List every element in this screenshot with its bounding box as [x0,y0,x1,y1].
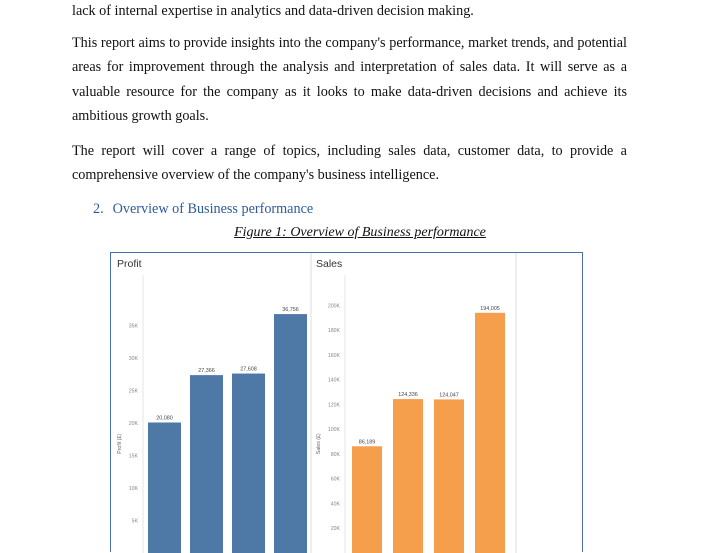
bar-value-label: 194,005 [480,305,500,312]
y-tick-label: 100K [327,427,340,434]
bar-sales-3 [434,399,464,553]
y-axis-label: Profit (£) [117,433,123,454]
text-line: ambitious growth goals. [72,107,209,124]
figure-caption: Figure 1: Overview of Business performance [234,225,486,240]
bar-profit-2 [190,375,223,553]
y-tick-label: 25K [128,388,138,395]
y-tick-label: 30K [128,356,138,362]
y-tick-label: 15K [128,453,138,460]
bar-profit-1 [148,422,181,553]
chart-title-sales: Sales [316,258,343,270]
y-tick-label: 20K [330,526,340,533]
section-heading [93,199,313,219]
section-title: Overview of Business performance [112,201,314,217]
y-tick-label: 80K [330,451,340,458]
y-tick-label: 35K [128,323,138,330]
paragraph-report-topics [72,139,627,188]
bar-value-label: 36,756 [282,307,299,314]
bar-value-label: 20,080 [156,415,173,422]
bar-value-label: 124,336 [398,392,418,399]
text-line: lack of internal expertise in analytics and data-driven decision making. [72,3,474,19]
paragraph-report-aims [72,31,627,128]
y-tick-label: 180K [327,328,340,335]
chart-title-profit: Profit [117,258,142,270]
bar-profit-3 [232,374,265,553]
text-line: valuable resource for the company as it looks to make data-driven decisions and achieve its [72,83,627,100]
bar-value-label: 86,189 [358,439,376,446]
y-tick-label: 140K [327,377,340,384]
text-line: comprehensive overview of the company's business intelligence. [72,167,439,184]
section-number: 2. [93,201,104,217]
bar-sales-2 [393,399,423,553]
bar-sales-4 [475,313,505,553]
y-tick-label: 20K [128,421,138,427]
text-line: The report will cover a range of topics, including sales data, customer data, to provide a [72,143,627,159]
bar-value-label: 27,608 [240,366,257,373]
y-tick-label: 200K [327,303,340,310]
bar-sales-1 [352,446,382,553]
paragraph-intro-end [72,0,627,23]
bar-value-label: 27,366 [198,368,215,375]
bar-charts-svg [111,253,584,553]
bar-profit-4 [274,314,307,553]
bar-value-label: 124,047 [439,392,459,399]
y-tick-label: 5K [131,518,138,525]
y-tick-label: 10K [128,486,138,492]
text-line: This report aims to provide insights into the company's performance, market trends, and potential [72,35,627,51]
text-line: areas for improvement through the analysis and interpretation of sales data. It will serve as a [72,59,627,76]
figure-chart [110,252,583,552]
y-tick-label: 160K [327,352,340,359]
y-tick-label: 60K [330,476,340,483]
y-tick-label: 40K [330,501,340,508]
y-tick-label: 120K [327,402,340,409]
y-axis-label: Sales (£) [316,433,322,455]
